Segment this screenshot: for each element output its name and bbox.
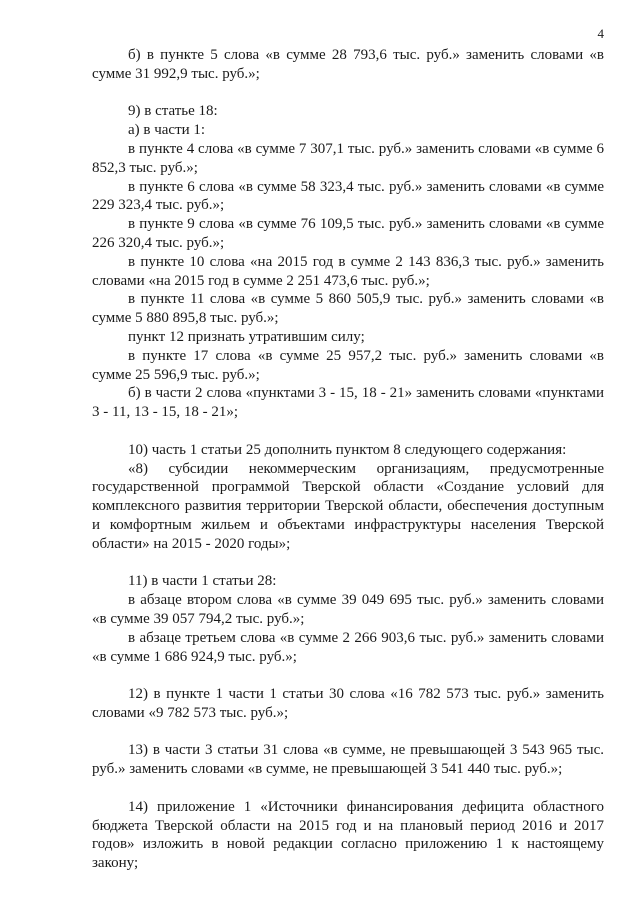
paragraph: 13) в части 3 статьи 31 слова «в сумме, не превышающей 3 543 965 тыс. руб.» заменить словами «в сумме, не превышающей 3 541 440 тыс. руб.»; [92,742,604,778]
paragraph-spacer [92,554,604,573]
paragraph-spacer [92,422,604,441]
paragraph: в пункте 9 слова «в сумме 76 109,5 тыс. руб.» заменить словами «в сумме 226 320,4 тыс. руб.»; [92,216,604,251]
paragraph: в пункте 10 слова «на 2015 год в сумме 2 143 836,3 тыс. руб.» заменить словами «на 2015 год в сумме 2 251 473,6 тыс. руб.»; [92,253,604,289]
paragraph: в пункте 11 слова «в сумме 5 860 505,9 тыс. руб.» заменить словами «в сумме 5 880 895,8 тыс. руб.»; [92,291,604,327]
paragraph: в пункте 6 слова «в сумме 58 323,4 тыс. руб.» заменить словами «в сумме 229 323,4 тыс. руб.»; [92,178,604,214]
paragraph: 11) в части 1 статьи 28: [128,573,277,590]
page-number: 4 [597,26,604,41]
paragraph: в пункте 4 слова «в сумме 7 307,1 тыс. руб.» заменить словами «в сумме 6 852,3 тыс. руб.»; [92,140,604,176]
paragraph: 9) в статье 18: [128,103,218,120]
paragraph: в абзаце третьем слова «в сумме 2 266 903,6 тыс. руб.» заменить словами «в сумме 1 686 924,9 тыс. руб.»; [92,629,604,665]
paragraph: в абзаце втором слова «в сумме 39 049 695 тыс. руб.» заменить словами «в сумме 39 057 794,2 тыс. руб.»; [92,592,604,627]
document-body [92,46,604,873]
paragraph-spacer [92,723,604,742]
paragraph: б) в части 2 слова «пунктами 3 - 15, 18 - 21» заменить словами «пунктами 3 - 11, 13 - 15, 18 - 21»; [92,385,604,421]
paragraph: б) в пункте 5 слова «в сумме 28 793,6 тыс. руб.» заменить словами «в сумме 31 992,9 тыс. руб.»; [92,47,604,82]
paragraph: а) в части 1: [128,122,206,139]
paragraph-spacer [92,779,604,798]
paragraph: 10) часть 1 статьи 25 дополнить пунктом 8 следующего содержания: [128,441,567,458]
paragraph: 14) приложение 1 «Источники финансирования дефицита областного бюджета Тверской области на 2015 год и на плановый период 2016 и 2017 годов» изложить в новой редакции согласно приложению 1 к настоящему закону; [92,798,604,872]
paragraph: «8) субсидии некоммерческим организациям, предусмотренные государственной программой Тверской области «Создание условий для комплексного развития территории Тверской области, обеспечения доступным и комфортным жильем и объектами инфраструктуры населения Тверской области» на 2015 - 2020 годы»; [92,460,604,552]
paragraph-spacer [92,666,604,685]
paragraph: в пункте 17 слова «в сумме 25 957,2 тыс. руб.» заменить словами «в сумме 25 596,9 тыс. руб.»; [92,347,604,383]
paragraph: 12) в пункте 1 части 1 статьи 30 слова «16 782 573 тыс. руб.» заменить словами «9 782 573 тыс. руб.»; [92,686,604,721]
paragraph-spacer [92,84,604,103]
paragraph: пункт 12 признать утратившим силу; [128,328,365,345]
